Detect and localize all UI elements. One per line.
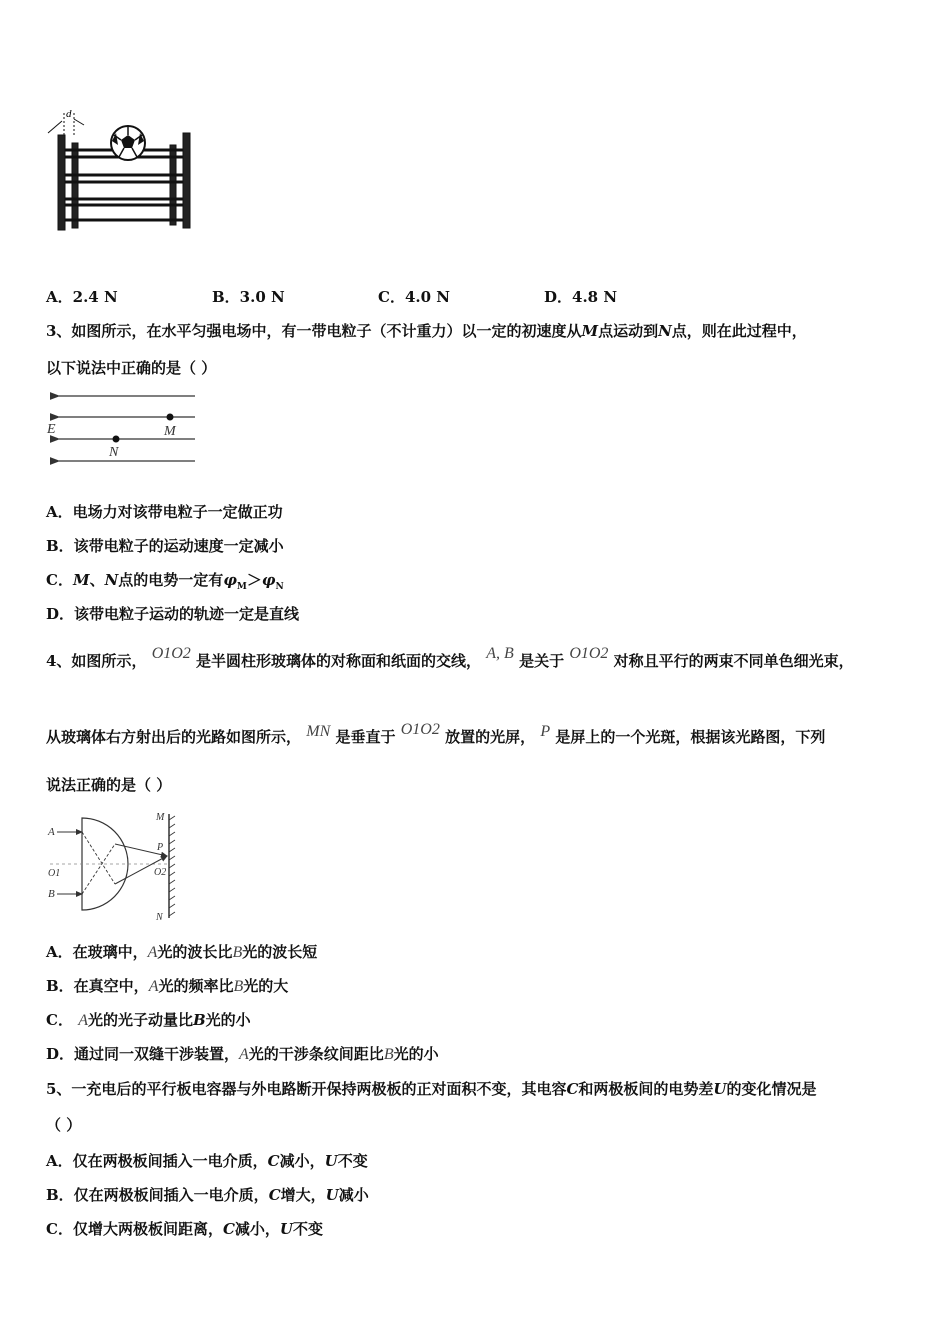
q3-stem-line2: 以下说法中正确的是（ ） bbox=[46, 359, 217, 377]
q5-option-a[interactable]: A．仅在两极板间插入一电介质，C减小，U不变 bbox=[46, 1152, 368, 1170]
q3-option-b[interactable]: B．该带电粒子的运动速度一定减小 bbox=[46, 537, 284, 555]
q5-stem-line1: 5、一充电后的平行板电容器与外电路断开保持两极板的正对面积不变，其电容C和两极板间的电势差U的变化情况是 bbox=[46, 1080, 817, 1098]
label-O1: O1 bbox=[48, 868, 61, 879]
label-A: A bbox=[48, 826, 55, 838]
label-N: N bbox=[156, 912, 163, 923]
q4-option-c[interactable]: C． A光的光子动量比B光的小 bbox=[46, 1011, 251, 1029]
q2-option-a[interactable]: A．2.4 N bbox=[46, 288, 118, 306]
label-O2: O2 bbox=[154, 867, 167, 878]
q4-option-b[interactable]: B．在真空中，A光的频率比B光的大 bbox=[46, 977, 289, 995]
q5-option-b[interactable]: B．仅在两极板间插入一电介质，C增大，U减小 bbox=[46, 1186, 369, 1204]
label-N: N bbox=[109, 445, 119, 460]
q4-option-a[interactable]: A．在玻璃中，A光的波长比B光的波长短 bbox=[46, 943, 318, 961]
glass-optics-figure bbox=[45, 806, 185, 926]
q4-stem-line2: 从玻璃体右方射出后的光路如图所示， MN 是垂直于 O1O2 放置的光屏， P 是屏上的一个光斑，根据该光路图，下列 bbox=[46, 721, 826, 746]
label-P: P bbox=[157, 842, 164, 853]
q2-options bbox=[46, 286, 710, 307]
q2-option-c[interactable]: C．4.0 N bbox=[378, 288, 450, 306]
q4-stem-line3: 说法正确的是（ ） bbox=[46, 776, 172, 794]
q3-option-a[interactable]: A．电场力对该带电粒子一定做正功 bbox=[46, 503, 283, 521]
q2-option-d[interactable]: D．4.8 N bbox=[544, 288, 618, 306]
label-E: E bbox=[47, 422, 56, 437]
q4-stem-line1: 4、如图所示， O1O2 是半圆柱形玻璃体的对称面和纸面的交线， A, B 是关于 O1O2 对称且平行的两束不同单色细光束， bbox=[46, 645, 854, 670]
ball-icon bbox=[111, 126, 145, 160]
shoe-rack-figure bbox=[40, 105, 200, 240]
label-M: M bbox=[164, 424, 176, 439]
q2-option-b[interactable]: B．3.0 N bbox=[212, 288, 285, 306]
electric-field-figure bbox=[45, 385, 205, 470]
q3-option-d[interactable]: D．该带电粒子运动的轨迹一定是直线 bbox=[46, 605, 300, 623]
q3-stem-line1: 3、如图所示，在水平匀强电场中，有一带电粒子（不计重力）以一定的初速度从M点运动到N点，则在此过程中， bbox=[46, 322, 807, 340]
q3-option-c[interactable]: C．M、N点的电势一定有$\varphi_M>\varphi_N$ bbox=[46, 571, 284, 592]
label-M: M bbox=[156, 812, 165, 823]
q5-stem-line2: （ ） bbox=[46, 1116, 82, 1134]
q5-option-c[interactable]: C．仅增大两极板间距离，C减小，U不变 bbox=[46, 1220, 324, 1238]
label-d: d bbox=[66, 108, 72, 120]
label-B: B bbox=[48, 888, 55, 900]
q4-option-d[interactable]: D．通过同一双缝干涉装置，A光的干涉条纹间距比B光的小 bbox=[46, 1045, 439, 1063]
